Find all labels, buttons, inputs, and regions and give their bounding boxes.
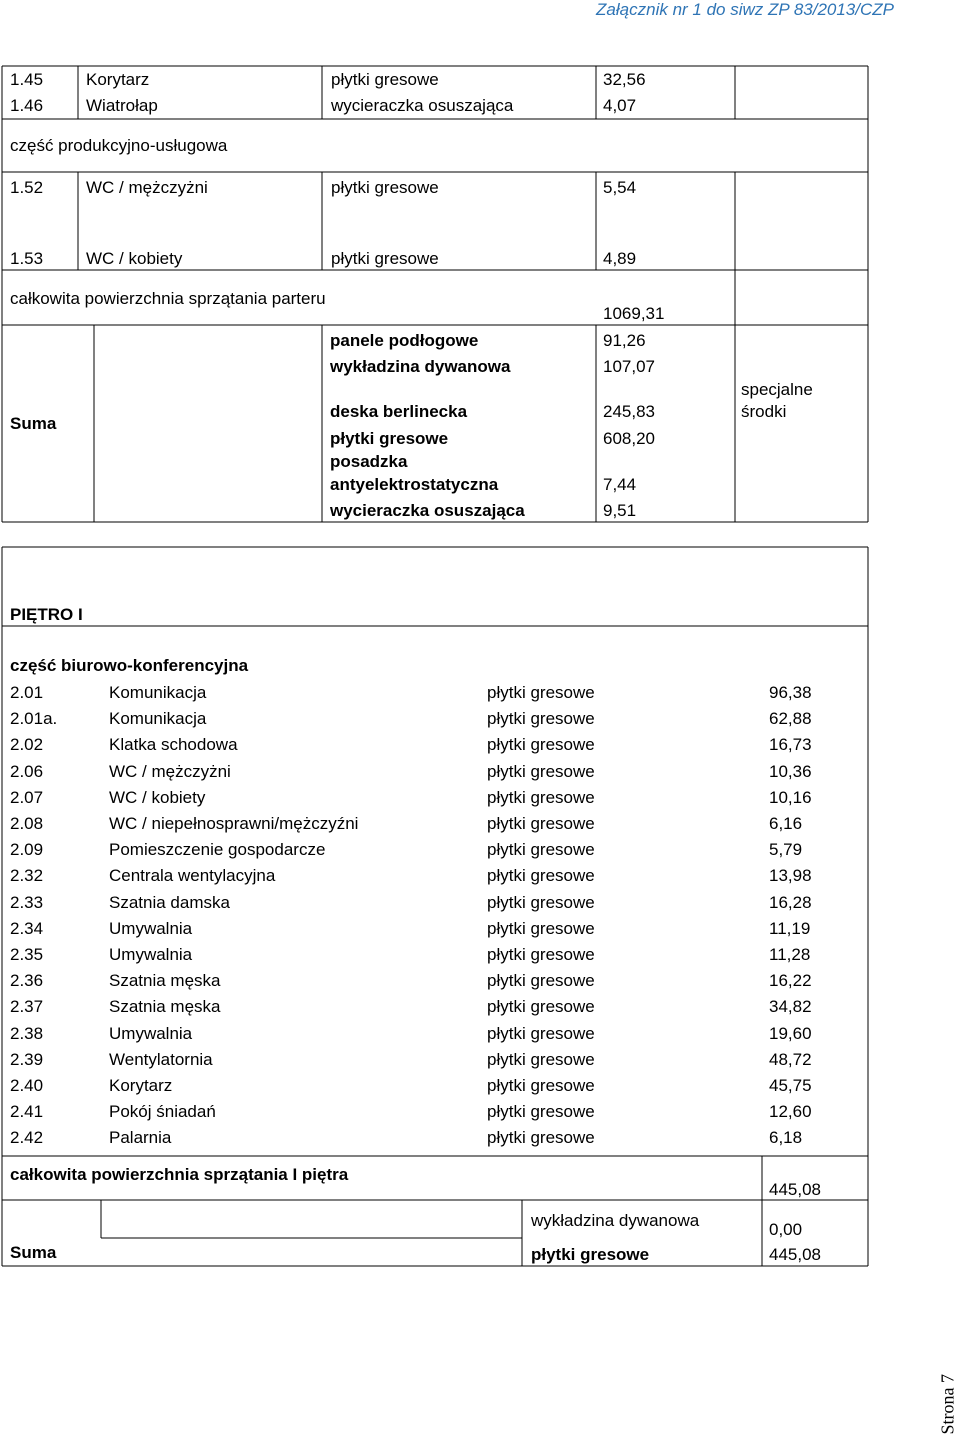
section-title: część produkcyjno-usługowa [10, 136, 228, 155]
floor-type: płytki gresowe [487, 1076, 595, 1095]
row-number: 2.32 [10, 866, 44, 886]
total-label: całkowita powierzchnia sprzątania parteru [10, 289, 326, 308]
sum-floor-type: płytki gresowe [330, 429, 449, 448]
sum-value: 9,51 [603, 501, 637, 520]
row-number: 2.41 [10, 1102, 44, 1122]
sum-value: 245,83 [603, 402, 655, 421]
room-name: Korytarz [86, 70, 150, 89]
section-title: część biurowo-konferencyjna [10, 656, 249, 675]
room-name: WC / niepełnosprawni/mężczyźni [109, 814, 359, 833]
area-value: 5,79 [769, 840, 803, 860]
room-name: Szatnia męska [109, 997, 221, 1017]
room-name: Umywalnia [109, 945, 193, 964]
special-note: środki [741, 402, 787, 421]
area-value: 4,89 [603, 249, 637, 268]
sum-floor-type: wykładzina dywanowa [531, 1211, 700, 1230]
row-number: 2.40 [10, 1076, 44, 1095]
room-name: Szatnia damska [109, 892, 230, 912]
area-value: 96,38 [769, 683, 812, 702]
floor-title: PIĘTRO I [10, 605, 83, 624]
area-value: 5,54 [603, 178, 637, 197]
area-value: 48,72 [769, 1049, 812, 1069]
row-number: 2.35 [10, 945, 44, 964]
floor-type: płytki gresowe [487, 787, 595, 807]
sum-label: Suma [10, 1243, 57, 1262]
floor-type: płytki gresowe [487, 814, 595, 833]
row-number: 2.34 [10, 918, 44, 938]
row-number: 2.01 [10, 683, 44, 702]
floor-type: wycieraczka osuszająca [331, 96, 514, 115]
row-number: 2.09 [10, 840, 44, 860]
area-value: 4,07 [603, 96, 637, 115]
floor-type: płytki gresowe [487, 918, 595, 938]
area-value: 11,28 [769, 945, 811, 964]
room-name: Centrala wentylacyjna [109, 866, 276, 886]
area-value: 32,56 [603, 70, 646, 89]
room-name: WC / kobiety [86, 249, 183, 268]
room-name: Wiatrołap [86, 96, 158, 115]
sum-label: Suma [10, 414, 57, 433]
sum-floor-type: płytki gresowe [531, 1245, 650, 1264]
area-value: 19,60 [769, 1023, 812, 1043]
total-label: całkowita powierzchnia sprzątania I piętra [10, 1165, 349, 1184]
area-value: 10,16 [769, 787, 812, 807]
area-value: 34,82 [769, 997, 812, 1017]
row-number: 2.42 [10, 1128, 44, 1148]
room-name: Korytarz [109, 1076, 173, 1095]
row-number: 1.45 [10, 70, 44, 89]
area-value: 6,18 [769, 1128, 803, 1148]
row-number: 1.52 [10, 178, 44, 197]
room-name: WC / kobiety [109, 787, 206, 807]
row-number: 2.02 [10, 735, 44, 755]
row-number: 2.36 [10, 971, 44, 991]
page-number: Strona 7 [937, 1374, 957, 1435]
row-number: 2.39 [10, 1049, 44, 1069]
area-value: 11,19 [769, 918, 811, 938]
area-value: 10,36 [769, 761, 812, 781]
room-name: Pomieszczenie gospodarcze [109, 840, 326, 860]
floor-type: płytki gresowe [487, 1102, 595, 1122]
area-value: 16,28 [769, 892, 812, 912]
sum-value: 0,00 [769, 1220, 803, 1239]
row-number: 2.08 [10, 814, 44, 833]
floor-type: płytki gresowe [487, 1128, 595, 1148]
special-note: specjalne [741, 380, 813, 399]
sum-floor-type-cont: antyelektrostatyczna [330, 475, 499, 494]
floor-type: płytki gresowe [487, 971, 595, 991]
room-name: WC / mężczyżni [86, 178, 208, 197]
floor-type: płytki gresowe [487, 945, 595, 964]
total-value: 1069,31 [603, 304, 665, 323]
area-value: 12,60 [769, 1102, 812, 1122]
room-name: Umywalnia [109, 918, 193, 938]
area-value: 16,73 [769, 735, 812, 755]
floor-type: płytki gresowe [487, 683, 595, 702]
sum-value: 608,20 [603, 429, 655, 448]
sum-value: 91,26 [603, 331, 646, 350]
sum-value: 7,44 [603, 475, 637, 494]
floor-type: płytki gresowe [487, 866, 595, 886]
floor-type: płytki gresowe [487, 997, 595, 1017]
row-number: 1.53 [10, 249, 44, 268]
area-value: 6,16 [769, 814, 803, 833]
floor-type: płytki gresowe [487, 709, 595, 729]
sum-value: 445,08 [769, 1245, 821, 1264]
total-value: 445,08 [769, 1180, 821, 1199]
row-number: 2.07 [10, 787, 44, 807]
sum-value: 107,07 [603, 357, 655, 376]
room-name: Pokój śniadań [109, 1102, 216, 1122]
area-value: 16,22 [769, 971, 812, 991]
room-name: Klatka schodowa [109, 735, 238, 755]
row-number: 2.33 [10, 892, 44, 912]
room-name: Komunikacja [109, 683, 207, 702]
sum-floor-type: posadzka [330, 452, 408, 471]
room-name: Szatnia męska [109, 971, 221, 991]
floor-type: płytki gresowe [487, 735, 595, 755]
area-value: 45,75 [769, 1076, 812, 1095]
floor-type: płytki gresowe [331, 70, 439, 89]
floor-type: płytki gresowe [487, 1023, 595, 1043]
row-number: 1.46 [10, 96, 44, 115]
row-number: 2.01a. [10, 709, 58, 729]
sum-floor-type: deska berlinecka [330, 402, 468, 421]
floor-type: płytki gresowe [331, 249, 439, 268]
sum-floor-type: panele podłogowe [330, 331, 479, 350]
room-name: Umywalnia [109, 1023, 193, 1043]
floor-type: płytki gresowe [331, 178, 439, 197]
room-name: Palarnia [109, 1128, 172, 1148]
floor-type: płytki gresowe [487, 761, 595, 781]
sum-floor-type: wykładzina dywanowa [330, 357, 511, 376]
document-header: Załącznik nr 1 do siwz ZP 83/2013/CZP [596, 0, 894, 19]
row-number: 2.38 [10, 1023, 44, 1043]
room-name: Komunikacja [109, 709, 207, 729]
floor-type: płytki gresowe [487, 840, 595, 860]
room-name: WC / mężczyżni [109, 761, 231, 781]
sum-floor-type: wycieraczka osuszająca [330, 501, 525, 520]
room-name: Wentylatornia [109, 1049, 213, 1069]
area-value: 13,98 [769, 866, 812, 886]
floor-type: płytki gresowe [487, 1049, 595, 1069]
area-value: 62,88 [769, 709, 812, 729]
floor-type: płytki gresowe [487, 892, 595, 912]
row-number: 2.37 [10, 997, 44, 1017]
row-number: 2.06 [10, 761, 44, 781]
